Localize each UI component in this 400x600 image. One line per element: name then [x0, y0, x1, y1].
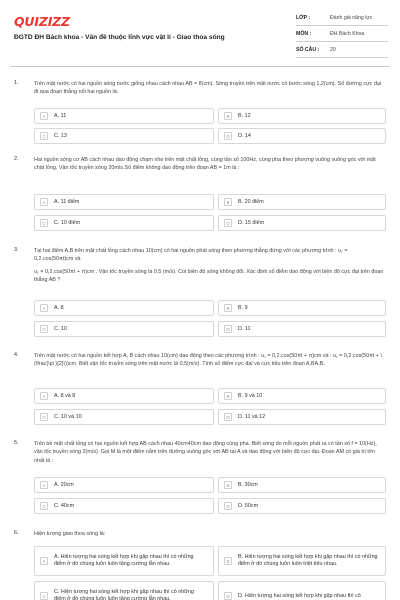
- answer-option-b[interactable]: [218, 108, 386, 124]
- option-text: A. 8 và 8: [54, 392, 76, 399]
- option-text: C. 10 điểm: [54, 219, 81, 226]
- question-text: [34, 156, 386, 177]
- option-letter-badge: B: [224, 392, 232, 400]
- answer-option-d[interactable]: [218, 215, 386, 231]
- question-number: 4.: [14, 352, 19, 358]
- option-text: B. 20 điểm: [238, 198, 264, 205]
- answer-option-b[interactable]: [218, 477, 386, 493]
- option-letter-badge: D: [224, 592, 232, 600]
- question-text: [34, 440, 386, 469]
- question-paragraph: Hiện tượng giao thoa sóng là:: [34, 531, 106, 537]
- option-letter-badge: A: [40, 304, 48, 312]
- option-letter-badge: D: [224, 413, 232, 421]
- answer-option-a[interactable]: [34, 477, 214, 493]
- answer-option-b[interactable]: [218, 388, 386, 404]
- question-number: 3.: [14, 247, 19, 253]
- option-letter-badge: C: [40, 219, 48, 227]
- question-number: 6.: [14, 530, 19, 536]
- answer-option-a[interactable]: [34, 108, 214, 124]
- answer-option-c[interactable]: [34, 498, 214, 514]
- page-title: ĐGTD ĐH Bách khoa - Vấn đề thuộc lĩnh vực vật lí - Giao thoa sóng: [14, 34, 225, 41]
- option-letter-badge: C: [40, 502, 48, 510]
- question-paragraph: u₁ = 0,2.cos(50πt + π)cm . Vận tốc truyền sóng là 0,5 (m/s). Coi biên độ sóng không đổi. Xác định số điểm dao động với biên độ cực đại trên đoạn thẳng AB ?: [34, 268, 384, 284]
- option-text: B. Hiện tượng hai sóng kết hợp khi gặp nhau thì có những điểm ở đó chúng luôn luôn triệt tiêu nhau.: [238, 554, 378, 567]
- question-text: [34, 80, 386, 101]
- answer-option-b[interactable]: [218, 194, 386, 210]
- question-paragraph: Trên mặt nước có hai nguồn sóng nước giống nhau cách nhau AB = 8(cm). Sóng truyền trên mặt nước có bước sóng 1,2(cm). Số đường cực đại đi qua đoạn thẳng nối hai nguồn là:: [34, 81, 382, 96]
- meta-row-subject: [296, 26, 388, 42]
- answer-option-a[interactable]: [34, 300, 214, 316]
- option-text: C. 10 và 10: [54, 413, 82, 420]
- option-text: D. Hiện tượng hai sóng kết hợp khi gặp nhau thì có: [238, 592, 361, 599]
- meta-row-class: [296, 10, 388, 26]
- option-letter-badge: A: [40, 392, 48, 400]
- option-text: B. 30cm: [238, 481, 258, 488]
- answer-option-d[interactable]: [218, 581, 386, 600]
- option-text: D. 11: [238, 325, 251, 332]
- option-letter-badge: B: [224, 112, 232, 120]
- option-letter-badge: C: [40, 413, 48, 421]
- meta-value: 20: [330, 46, 336, 53]
- option-letter-badge: B: [224, 481, 232, 489]
- question-text: [34, 247, 386, 289]
- option-text: D. 11 và 12: [238, 413, 266, 420]
- option-text: C. 10: [54, 325, 67, 332]
- option-letter-badge: B: [224, 557, 232, 565]
- answer-option-c[interactable]: [34, 128, 214, 144]
- question-paragraph: Tại hai điểm A,B trên mặt chất lỏng cách nhau 10(cm) có hai nguồn phát sóng theo phương thẳng đứng với các phương trình : u₁ = 0,2.cos(50πt)cm và: [34, 248, 348, 263]
- question-text: [34, 530, 386, 542]
- meta-table: [296, 10, 388, 58]
- option-text: A. 20cm: [54, 481, 74, 488]
- option-letter-badge: D: [224, 219, 232, 227]
- option-text: B. 9 và 10: [238, 392, 263, 399]
- option-letter-badge: A: [40, 198, 48, 206]
- answer-option-a[interactable]: [34, 388, 214, 404]
- answer-option-d[interactable]: [218, 409, 386, 425]
- option-text: C. 13: [54, 132, 67, 139]
- question-number: 2.: [14, 156, 19, 162]
- option-text: D. 15 điểm: [238, 219, 265, 226]
- meta-value: ĐH Bách Khoa: [330, 30, 365, 37]
- question-paragraph: Hai nguồn sóng cơ AB cách nhau dao động chạm nhẹ trên mặt chất lỏng, cùng tần số 100Hz, cùng pha theo phương vuông vuông góc với mặt chất lỏng. Vận tốc truyền sóng 20m/s.Số điểm không dao động trên đoạn AB = 1m là :: [34, 157, 376, 172]
- answer-option-a[interactable]: [34, 546, 214, 576]
- meta-key: SỐ CÂU :: [296, 46, 320, 53]
- answer-option-b[interactable]: [218, 546, 386, 576]
- answer-option-d[interactable]: [218, 498, 386, 514]
- option-letter-badge: D: [224, 132, 232, 140]
- option-letter-badge: D: [224, 325, 232, 333]
- option-text: B. 9: [238, 304, 248, 311]
- option-text: D. 50cm: [238, 502, 259, 509]
- option-letter-badge: C: [40, 592, 48, 600]
- answer-option-a[interactable]: [34, 194, 214, 210]
- question-paragraph: Trên bề mặt chất lỏng có hai nguồn kết hợp AB cách nhau 40cm40cm dao động cùng pha. Biết sóng do mỗi nguồn phát ra có tần số f = 10(Hz), vận tốc truyền sóng 2(m/s). Gọi M là một điểm nằm trên đường vuông góc với AB tại A và dao động với biên độ cực đại. Đoạn AM có giá trị lớn nhất là :: [34, 441, 377, 464]
- option-letter-badge: B: [224, 198, 232, 206]
- question-paragraph: Trên mặt nước có hai nguồn kết hợp A, B cách nhau 10(cm) dao động theo các phương trình : u₁ = 0,2.cos(50πt + π)cm và : u₁ = 0,2.cos(50πt + \(\frac{\pi }{2}\))cm. Biết vận tốc truyền sóng trên mặt nước là 0,5(m/s). Tính số điểm cực đại và cực tiểu trên đoạn A,BA,B.: [34, 353, 382, 368]
- question-text: [34, 352, 386, 373]
- option-text: C. Hiện tượng hai sóng kết hợp khi gặp nhau thì có những điểm ở đó chúng luôn luôn tăng cường lẫn nhau,: [54, 589, 194, 600]
- option-text: A. 8: [54, 304, 64, 311]
- option-text: D. 14: [238, 132, 251, 139]
- quizizz-logo: QUIZIZZ: [14, 14, 70, 29]
- option-letter-badge: A: [40, 112, 48, 120]
- meta-row-count: [296, 42, 388, 58]
- option-text: A. 11 điểm: [54, 198, 80, 205]
- question-number: 1.: [14, 80, 19, 86]
- meta-key: LỚP :: [296, 14, 311, 21]
- option-letter-badge: C: [40, 132, 48, 140]
- answer-option-c[interactable]: [34, 409, 214, 425]
- option-text: C. 40cm: [54, 502, 75, 509]
- option-text: A. 11: [54, 112, 67, 119]
- option-text: A. Hiện tượng hai sóng kết hợp khi gặp nhau thì có những điểm ở đó chúng luôn luôn tăng cường lẫn nhau.: [54, 554, 194, 567]
- meta-value: Đánh giá năng lực: [330, 14, 373, 21]
- option-letter-badge: B: [224, 304, 232, 312]
- option-letter-badge: A: [40, 557, 48, 565]
- header-divider: [10, 66, 390, 67]
- answer-option-c[interactable]: [34, 321, 214, 337]
- answer-option-d[interactable]: [218, 128, 386, 144]
- option-letter-badge: C: [40, 325, 48, 333]
- meta-key: MÔN :: [296, 30, 312, 37]
- option-text: B. 12: [238, 112, 251, 119]
- answer-option-d[interactable]: [218, 321, 386, 337]
- answer-option-c[interactable]: [34, 581, 214, 600]
- option-letter-badge: D: [224, 502, 232, 510]
- question-number: 5.: [14, 440, 19, 446]
- answer-option-b[interactable]: [218, 300, 386, 316]
- answer-option-c[interactable]: [34, 215, 214, 231]
- option-letter-badge: A: [40, 481, 48, 489]
